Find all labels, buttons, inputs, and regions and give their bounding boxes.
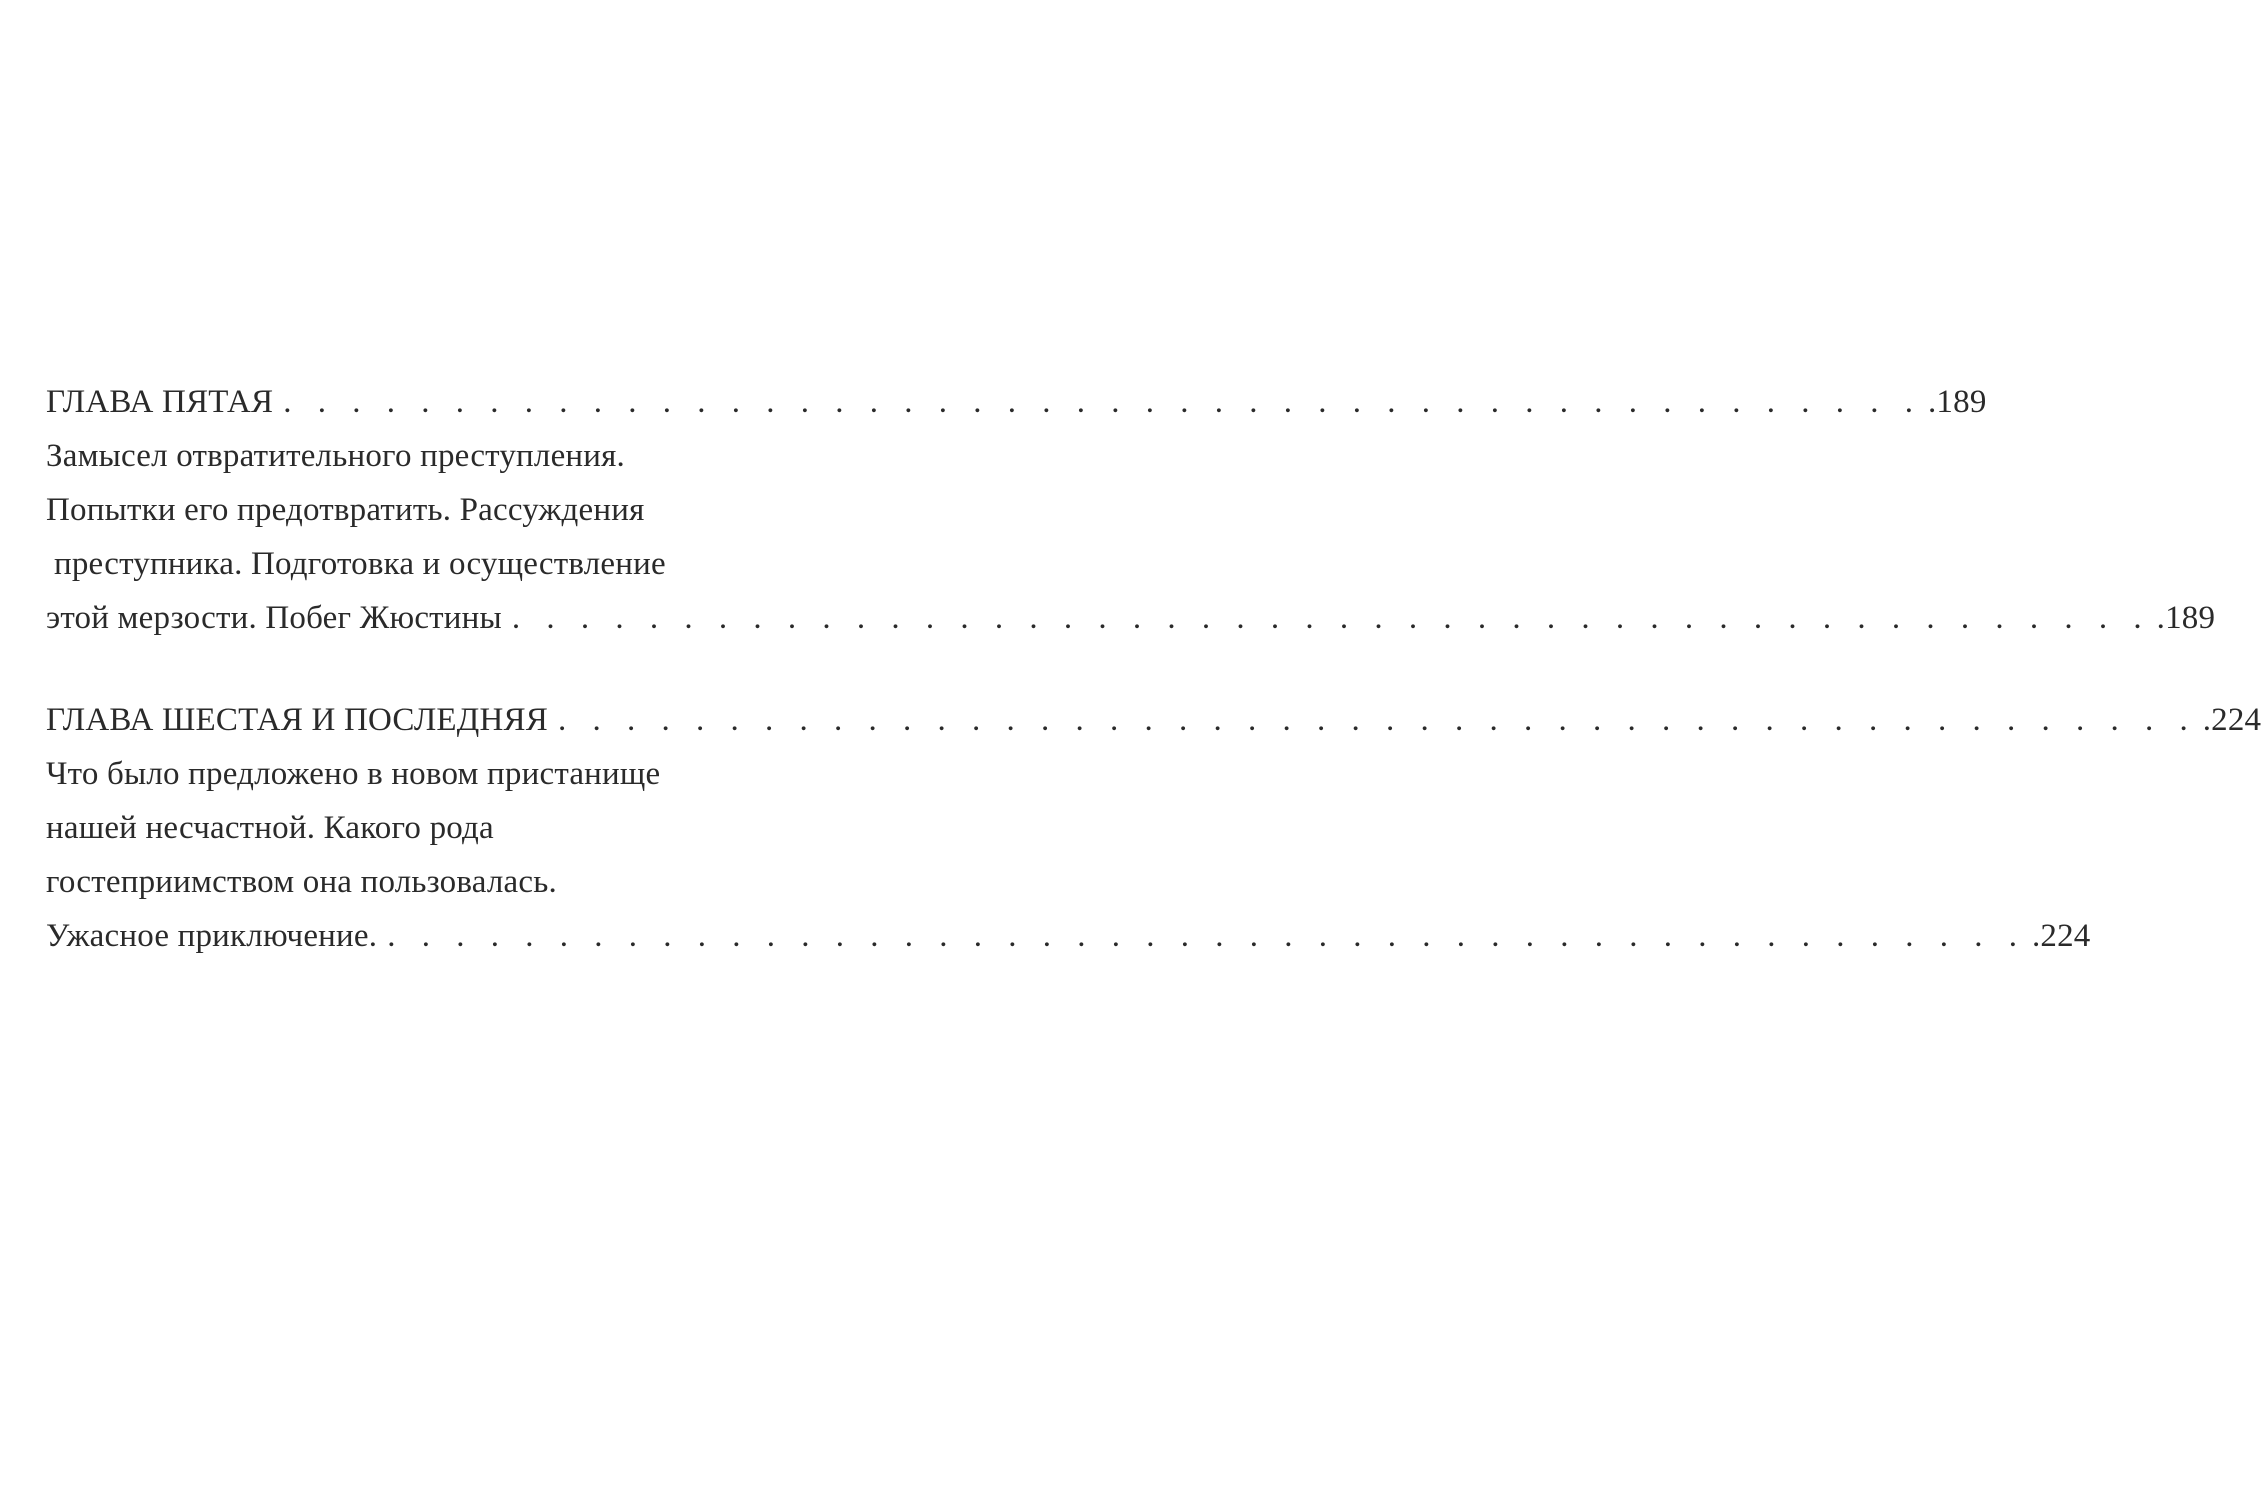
table-of-contents bbox=[46, 375, 2261, 963]
chapter-5-heading bbox=[46, 375, 1987, 429]
chapter-6-summary-last-line bbox=[46, 909, 2091, 963]
dot-leader: . . . . . . . . . . . . . . . . . . . . . . . . . . . . . . . . . . . . . . . . . . . . . . . . bbox=[557, 702, 2197, 738]
page-number: .224 bbox=[2202, 702, 2261, 738]
chapter-6-heading bbox=[46, 693, 2261, 747]
dot-leader: . . . . . . . . . . . . . . . . . . . . . . . . . . . . . . . . . . . . . . . . . . . . . . . . bbox=[511, 600, 2151, 636]
chapter-6-summary-line: нашей несчастной. Какого рода bbox=[46, 810, 494, 846]
chapter-5-summary-line: преступника. Подготовка и осуществление bbox=[54, 546, 666, 582]
page-number: .189 bbox=[1927, 384, 1987, 420]
chapter-5-summary-line: Замысел отвратительного преступления. bbox=[46, 438, 625, 474]
chapter-6-summary-line: гостеприимством она пользовалась. bbox=[46, 864, 557, 900]
page-number: .224 bbox=[2031, 918, 2091, 954]
chapter-5-summary-last-line bbox=[46, 591, 2216, 645]
dot-leader: . . . . . . . . . . . . . . . . . . . . . . . . . . . . . . . . . . . . . . . . . . . . . . . . bbox=[387, 918, 2026, 954]
chapter-spacer bbox=[46, 645, 878, 693]
summary-text: Ужасное приключение. bbox=[46, 918, 378, 954]
chapter-title: ГЛАВА ПЯТАЯ bbox=[46, 384, 274, 420]
summary-text: этой мерзости. Побег Жюстины bbox=[46, 600, 502, 636]
page-number: .189 bbox=[2156, 600, 2216, 636]
dot-leader: . . . . . . . . . . . . . . . . . . . . . . . . . . . . . . . . . . . . . . . . . . . . . . . . bbox=[283, 384, 1922, 420]
chapter-5-summary-line: Попытки его предотвратить. Рассуждения bbox=[46, 492, 645, 528]
chapter-title: ГЛАВА ШЕСТАЯ И ПОСЛЕДНЯЯ bbox=[46, 702, 548, 738]
chapter-6-summary-line: Что было предложено в новом пристанище bbox=[46, 756, 661, 792]
